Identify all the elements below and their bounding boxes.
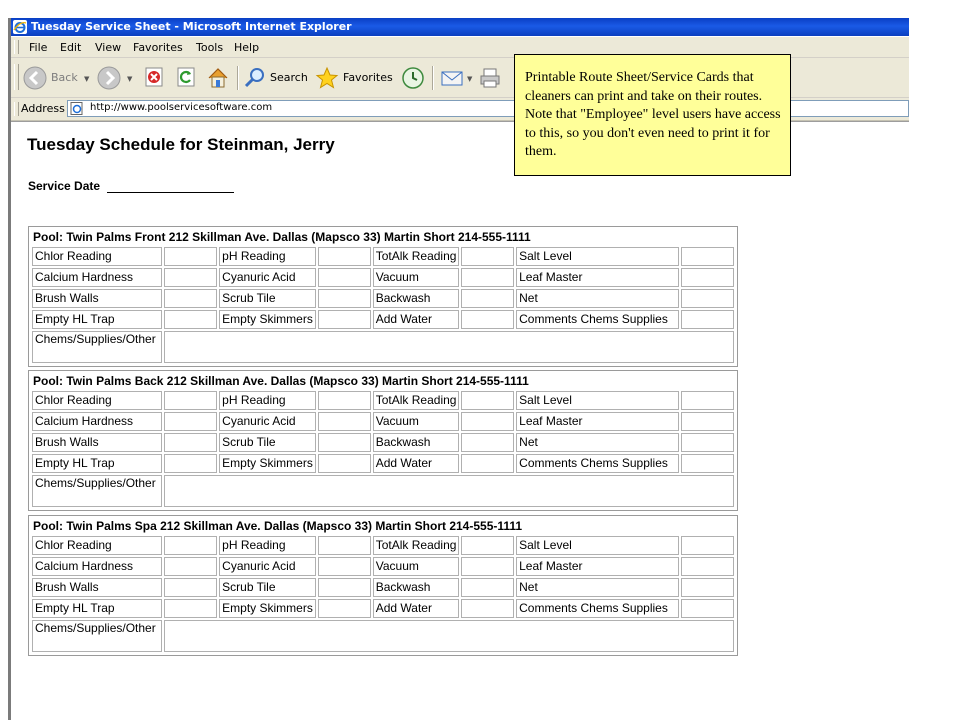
- field-label: Empty Skimmers: [219, 599, 316, 618]
- field-entry-cell[interactable]: [318, 578, 371, 597]
- table-row: [32, 557, 734, 576]
- field-entry-cell[interactable]: [681, 247, 734, 266]
- pool-card: [28, 515, 738, 656]
- field-entry-cell[interactable]: [461, 599, 514, 618]
- field-entry-cell[interactable]: [681, 412, 734, 431]
- table-row: [32, 599, 734, 618]
- field-entry-cell[interactable]: [164, 536, 217, 555]
- field-entry-cell[interactable]: [318, 433, 371, 452]
- address-label: Address: [21, 102, 65, 115]
- menu-help[interactable]: Help: [234, 41, 260, 54]
- field-entry-cell[interactable]: [461, 557, 514, 576]
- notes-label: Chems/Supplies/Other: [32, 331, 162, 363]
- ie-logo-icon: [13, 20, 27, 34]
- toolbar-separator: [237, 66, 239, 90]
- notes-entry-cell[interactable]: [164, 331, 734, 363]
- field-entry-cell[interactable]: [164, 268, 217, 287]
- field-label: Vacuum: [373, 557, 459, 576]
- menu-view[interactable]: View: [95, 41, 122, 54]
- toolbar-separator: [432, 66, 434, 90]
- search-icon: [243, 66, 267, 90]
- field-entry-cell[interactable]: [164, 557, 217, 576]
- search-button[interactable]: [243, 66, 313, 90]
- field-label: Vacuum: [373, 268, 459, 287]
- field-label: Empty Skimmers: [219, 310, 316, 329]
- back-button[interactable]: [23, 66, 89, 90]
- stop-icon: [143, 66, 165, 88]
- field-label: Chlor Reading: [32, 247, 162, 266]
- field-label: Brush Walls: [32, 433, 162, 452]
- history-icon: [401, 66, 425, 90]
- field-label: Add Water: [373, 454, 460, 473]
- pool-header: Pool: Twin Palms Front 212 Skillman Ave. Dallas (Mapsco 33) Martin Short 214-555-1111: [33, 230, 531, 244]
- field-entry-cell[interactable]: [318, 599, 371, 618]
- field-label: Cyanuric Acid: [219, 557, 316, 576]
- field-entry-cell[interactable]: [164, 289, 217, 308]
- field-entry-cell[interactable]: [318, 536, 371, 555]
- field-entry-cell[interactable]: [318, 391, 371, 410]
- field-label: TotAlk Reading: [373, 391, 460, 410]
- forward-button[interactable]: [97, 66, 135, 90]
- pool-card: [28, 370, 738, 511]
- field-label: Backwash: [373, 433, 460, 452]
- field-entry-cell[interactable]: [318, 412, 371, 431]
- callout-note: Printable Route Sheet/Service Cards that cleaners can print and take on their routes. Note that "Employee" level users have access to this, so you don't even need to print it for them.: [514, 54, 791, 176]
- history-button[interactable]: [401, 66, 425, 90]
- field-label: Add Water: [373, 599, 459, 618]
- field-label: Vacuum: [373, 412, 460, 431]
- table-row: [32, 578, 734, 597]
- service-date: [28, 179, 234, 193]
- field-entry-cell[interactable]: [164, 412, 217, 431]
- notes-label: Chems/Supplies/Other: [32, 620, 162, 652]
- field-entry-cell[interactable]: [318, 454, 371, 473]
- refresh-button[interactable]: [175, 66, 197, 90]
- field-label: pH Reading: [219, 247, 316, 266]
- field-entry-cell[interactable]: [461, 310, 514, 329]
- pool-header: Pool: Twin Palms Back 212 Skillman Ave. Dallas (Mapsco 33) Martin Short 214-555-1111: [33, 374, 529, 388]
- table-row: [32, 310, 734, 329]
- field-entry-cell[interactable]: [461, 268, 514, 287]
- field-entry-cell[interactable]: [681, 578, 734, 597]
- field-entry-cell[interactable]: [318, 557, 371, 576]
- field-entry-cell[interactable]: [461, 536, 514, 555]
- field-entry-cell[interactable]: [681, 310, 734, 329]
- window-title: Tuesday Service Sheet - Microsoft Internet Explorer: [31, 20, 352, 33]
- stop-button[interactable]: [143, 66, 165, 90]
- menu-tools[interactable]: Tools: [196, 41, 224, 54]
- field-entry-cell[interactable]: [681, 557, 734, 576]
- field-label: TotAlk Reading: [373, 536, 459, 555]
- field-label: Scrub Tile: [219, 289, 316, 308]
- toolbar-grip[interactable]: [14, 64, 19, 90]
- field-entry-cell[interactable]: [164, 247, 217, 266]
- pool-table: [30, 517, 736, 654]
- field-label: Net: [516, 578, 679, 597]
- field-entry-cell[interactable]: [318, 247, 371, 266]
- field-entry-cell[interactable]: [461, 412, 514, 431]
- field-label: Brush Walls: [32, 578, 162, 597]
- field-entry-cell[interactable]: [318, 289, 371, 308]
- favorites-label: Favorites: [343, 71, 393, 84]
- field-label: Comments Chems Supplies: [516, 599, 679, 618]
- table-row: [32, 433, 734, 452]
- field-entry-cell[interactable]: [681, 289, 734, 308]
- service-date-line: [107, 182, 234, 193]
- table-row: [32, 289, 734, 308]
- field-label: Calcium Hardness: [32, 268, 162, 287]
- field-label: Comments Chems Supplies: [516, 454, 679, 473]
- page-icon: [70, 102, 84, 115]
- field-label: Cyanuric Acid: [219, 268, 316, 287]
- field-label: Backwash: [373, 289, 459, 308]
- back-label: Back: [51, 71, 78, 84]
- back-arrow-icon: [23, 66, 47, 90]
- field-label: Chlor Reading: [32, 391, 162, 410]
- field-entry-cell[interactable]: [164, 310, 217, 329]
- field-label: Calcium Hardness: [32, 557, 162, 576]
- home-icon: [206, 66, 230, 90]
- field-entry-cell[interactable]: [681, 536, 734, 555]
- field-label: Empty Skimmers: [219, 454, 316, 473]
- field-entry-cell[interactable]: [164, 391, 217, 410]
- page-title: Tuesday Schedule for Steinman, Jerry: [27, 135, 335, 154]
- favorites-star-icon: [315, 66, 339, 90]
- table-row: [32, 412, 734, 431]
- home-button[interactable]: [206, 66, 230, 90]
- field-entry-cell[interactable]: [318, 310, 371, 329]
- field-entry-cell[interactable]: [164, 578, 217, 597]
- field-entry-cell[interactable]: [681, 268, 734, 287]
- field-entry-cell[interactable]: [461, 454, 514, 473]
- table-row: [32, 454, 734, 473]
- field-entry-cell[interactable]: [681, 599, 734, 618]
- table-row: [32, 247, 734, 266]
- address-grip[interactable]: [14, 102, 19, 116]
- mail-button[interactable]: [440, 66, 476, 90]
- field-label: Leaf Master: [516, 412, 679, 431]
- field-label: Brush Walls: [32, 289, 162, 308]
- field-label: Backwash: [373, 578, 459, 597]
- field-label: Empty HL Trap: [32, 599, 162, 618]
- table-row: [32, 536, 734, 555]
- field-entry-cell[interactable]: [461, 433, 514, 452]
- menu-grip[interactable]: [14, 40, 19, 54]
- address-url: http://www.poolservicesoftware.com: [90, 102, 273, 113]
- field-label: pH Reading: [219, 391, 316, 410]
- printer-icon: [478, 66, 502, 90]
- field-entry-cell[interactable]: [461, 289, 514, 308]
- print-button[interactable]: [478, 66, 502, 90]
- field-label: Chlor Reading: [32, 536, 162, 555]
- field-label: Calcium Hardness: [32, 412, 162, 431]
- field-label: Cyanuric Acid: [219, 412, 316, 431]
- table-row: [32, 391, 734, 410]
- notes-label: Chems/Supplies/Other: [32, 475, 162, 507]
- field-label: Net: [516, 433, 679, 452]
- field-entry-cell[interactable]: [681, 391, 734, 410]
- pool-table: [30, 372, 736, 509]
- table-row: [32, 268, 734, 287]
- title-bar[interactable]: [11, 18, 909, 36]
- pool-header: Pool: Twin Palms Spa 212 Skillman Ave. Dallas (Mapsco 33) Martin Short 214-555-1111: [33, 519, 523, 533]
- field-label: Scrub Tile: [219, 578, 316, 597]
- pool-card: [28, 226, 738, 367]
- forward-arrow-icon: [97, 66, 121, 90]
- refresh-icon: [175, 66, 197, 88]
- notes-entry-cell[interactable]: [164, 475, 734, 507]
- field-label: Leaf Master: [516, 557, 679, 576]
- field-label: Add Water: [373, 310, 459, 329]
- menu-edit[interactable]: Edit: [60, 41, 82, 54]
- field-entry-cell[interactable]: [164, 599, 217, 618]
- field-entry-cell[interactable]: [164, 454, 217, 473]
- field-label: Salt Level: [516, 536, 679, 555]
- field-entry-cell[interactable]: [681, 454, 734, 473]
- field-label: Net: [516, 289, 679, 308]
- field-entry-cell[interactable]: [461, 247, 514, 266]
- mail-icon: [440, 66, 464, 90]
- field-entry-cell[interactable]: [318, 268, 371, 287]
- field-entry-cell[interactable]: [461, 391, 514, 410]
- service-date-label: Service Date: [28, 179, 101, 193]
- page-content: [11, 121, 909, 721]
- favorites-button[interactable]: [315, 66, 397, 90]
- field-entry-cell[interactable]: [164, 433, 217, 452]
- field-label: Salt Level: [516, 247, 679, 266]
- search-label: Search: [270, 71, 308, 84]
- field-label: pH Reading: [219, 536, 316, 555]
- field-label: TotAlk Reading: [373, 247, 459, 266]
- menu-favorites[interactable]: Favorites: [133, 41, 183, 54]
- field-label: Empty HL Trap: [32, 310, 162, 329]
- field-label: Salt Level: [516, 391, 679, 410]
- field-entry-cell[interactable]: [461, 578, 514, 597]
- menu-file[interactable]: File: [29, 41, 48, 54]
- mail-dropdown-icon[interactable]: ▼: [467, 75, 473, 83]
- forward-dropdown-icon[interactable]: ▼: [127, 75, 133, 83]
- field-entry-cell[interactable]: [681, 433, 734, 452]
- back-dropdown-icon[interactable]: ▼: [84, 75, 90, 83]
- notes-entry-cell[interactable]: [164, 620, 734, 652]
- field-label: Scrub Tile: [219, 433, 316, 452]
- pool-table: [30, 228, 736, 365]
- field-label: Empty HL Trap: [32, 454, 162, 473]
- field-label: Comments Chems Supplies: [516, 310, 679, 329]
- field-label: Leaf Master: [516, 268, 679, 287]
